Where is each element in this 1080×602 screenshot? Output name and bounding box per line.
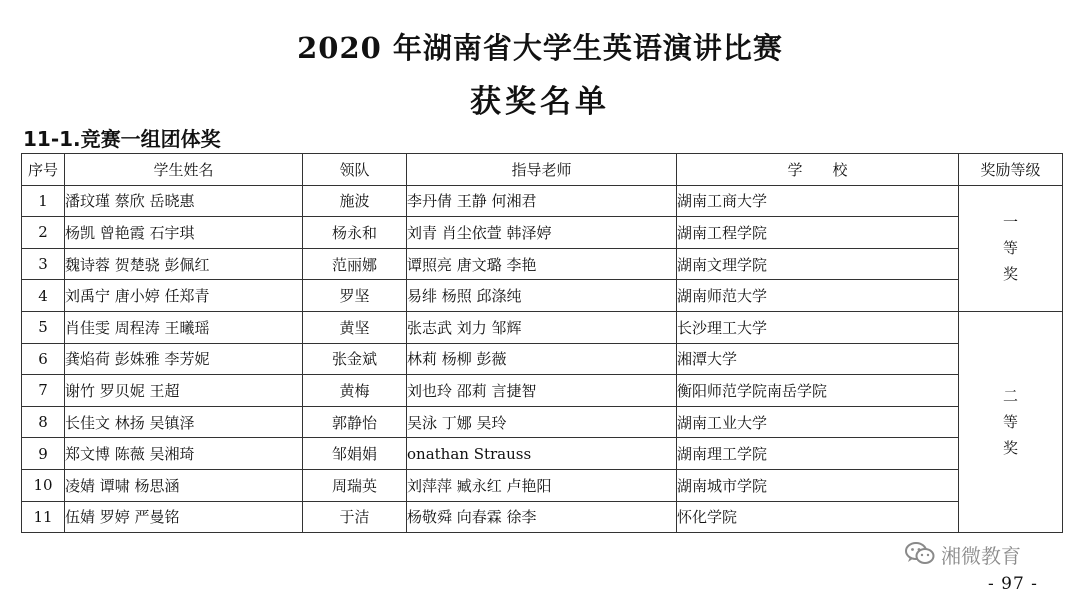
student-names: 长佳文 林扬 吴镇泽 bbox=[65, 406, 303, 438]
award-char: 二 bbox=[1002, 387, 1018, 406]
row-number: 1 bbox=[22, 185, 65, 217]
student-names: 魏诗蓉 贺楚骁 彭佩红 bbox=[65, 248, 303, 280]
document-subtitle: 获奖名单 bbox=[470, 84, 610, 120]
student-names: 刘禹宁 唐小婷 任郑青 bbox=[65, 280, 303, 312]
student-names: 郑文博 陈薇 吴湘琦 bbox=[65, 438, 303, 470]
team-leader: 邹娟娟 bbox=[303, 438, 407, 470]
award-char: 奖 bbox=[1002, 265, 1018, 284]
school: 怀化学院 bbox=[677, 501, 959, 533]
header-cell: 学生姓名 bbox=[65, 154, 303, 186]
award-first-prize bbox=[959, 185, 1063, 311]
school: 湖南文理学院 bbox=[677, 248, 959, 280]
header-cell: 序号 bbox=[22, 154, 65, 186]
table-row bbox=[22, 280, 1063, 312]
team-leader: 黄梅 bbox=[303, 375, 407, 407]
table-row bbox=[22, 438, 1063, 470]
school: 湘潭大学 bbox=[677, 343, 959, 375]
student-names: 杨凯 曾艳霞 石宇琪 bbox=[65, 217, 303, 249]
award-second-prize bbox=[959, 311, 1063, 532]
header-cell: 领队 bbox=[303, 154, 407, 186]
header-cell: 奖励等级 bbox=[959, 154, 1063, 186]
table-row bbox=[22, 185, 1063, 217]
document-title: 2020 年湖南省大学生英语演讲比赛 bbox=[297, 31, 783, 65]
wechat-icon bbox=[905, 541, 935, 567]
instructors: 易绯 杨照 邱涤纯 bbox=[407, 280, 677, 312]
table-row bbox=[22, 501, 1063, 533]
school: 衡阳师范学院南岳学院 bbox=[677, 375, 959, 407]
student-names: 龚焰荷 彭姝雅 李芳妮 bbox=[65, 343, 303, 375]
row-number: 11 bbox=[22, 501, 65, 533]
header-cell: 指导老师 bbox=[407, 154, 677, 186]
instructors: 张志武 刘力 邹辉 bbox=[407, 311, 677, 343]
student-names: 凌婧 谭啸 杨思涵 bbox=[65, 469, 303, 501]
row-number: 8 bbox=[22, 406, 65, 438]
row-number: 6 bbox=[22, 343, 65, 375]
team-leader: 黄坚 bbox=[303, 311, 407, 343]
team-leader: 于洁 bbox=[303, 501, 407, 533]
instructors: 刘青 肖尘依萱 韩泽婷 bbox=[407, 217, 677, 249]
watermark bbox=[905, 540, 1021, 568]
instructors: 刘也玲 邵莉 言捷智 bbox=[407, 375, 677, 407]
row-number: 5 bbox=[22, 311, 65, 343]
header-cell: 学 校 bbox=[677, 154, 959, 186]
award-char: 等 bbox=[1002, 239, 1018, 258]
watermark-text: 湘微教育 bbox=[941, 543, 1021, 568]
instructors: 谭照亮 唐文璐 李艳 bbox=[407, 248, 677, 280]
instructors: 林莉 杨柳 彭薇 bbox=[407, 343, 677, 375]
team-leader: 施波 bbox=[303, 185, 407, 217]
table-row bbox=[22, 217, 1063, 249]
school: 湖南理工学院 bbox=[677, 438, 959, 470]
section-heading: 11-1.竞赛一组团体奖 bbox=[23, 127, 221, 151]
student-names: 谢竹 罗贝妮 王超 bbox=[65, 375, 303, 407]
team-leader: 郭静怡 bbox=[303, 406, 407, 438]
table-row bbox=[22, 469, 1063, 501]
school: 湖南城市学院 bbox=[677, 469, 959, 501]
team-leader: 范丽娜 bbox=[303, 248, 407, 280]
row-number: 4 bbox=[22, 280, 65, 312]
instructors: 李丹倩 王静 何湘君 bbox=[407, 185, 677, 217]
award-char: 一 bbox=[1002, 213, 1018, 232]
team-leader: 罗坚 bbox=[303, 280, 407, 312]
award-char: 等 bbox=[1002, 413, 1018, 432]
team-leader: 杨永和 bbox=[303, 217, 407, 249]
row-number: 3 bbox=[22, 248, 65, 280]
team-leader: 张金斌 bbox=[303, 343, 407, 375]
table-row bbox=[22, 311, 1063, 343]
table-row bbox=[22, 406, 1063, 438]
table-row bbox=[22, 343, 1063, 375]
school: 湖南工业大学 bbox=[677, 406, 959, 438]
school: 湖南工程学院 bbox=[677, 217, 959, 249]
student-names: 伍婧 罗婷 严曼铭 bbox=[65, 501, 303, 533]
instructors: onathan Strauss bbox=[407, 438, 677, 470]
table-header-row bbox=[22, 154, 1063, 186]
student-names: 肖佳雯 周程涛 王曦瑶 bbox=[65, 311, 303, 343]
instructors: 刘萍萍 臧永红 卢艳阳 bbox=[407, 469, 677, 501]
instructors: 杨敬舜 向春霖 徐李 bbox=[407, 501, 677, 533]
school: 长沙理工大学 bbox=[677, 311, 959, 343]
table-row bbox=[22, 375, 1063, 407]
team-leader: 周瑞英 bbox=[303, 469, 407, 501]
instructors: 吴泳 丁娜 吴玲 bbox=[407, 406, 677, 438]
row-number: 2 bbox=[22, 217, 65, 249]
student-names: 潘玟瑾 蔡欣 岳晓惠 bbox=[65, 185, 303, 217]
row-number: 10 bbox=[22, 469, 65, 501]
awards-table bbox=[21, 153, 1063, 533]
school: 湖南工商大学 bbox=[677, 185, 959, 217]
row-number: 7 bbox=[22, 375, 65, 407]
school: 湖南师范大学 bbox=[677, 280, 959, 312]
award-char: 奖 bbox=[1002, 439, 1018, 458]
table-row bbox=[22, 248, 1063, 280]
row-number: 9 bbox=[22, 438, 65, 470]
page-number: - 97 - bbox=[988, 574, 1038, 594]
